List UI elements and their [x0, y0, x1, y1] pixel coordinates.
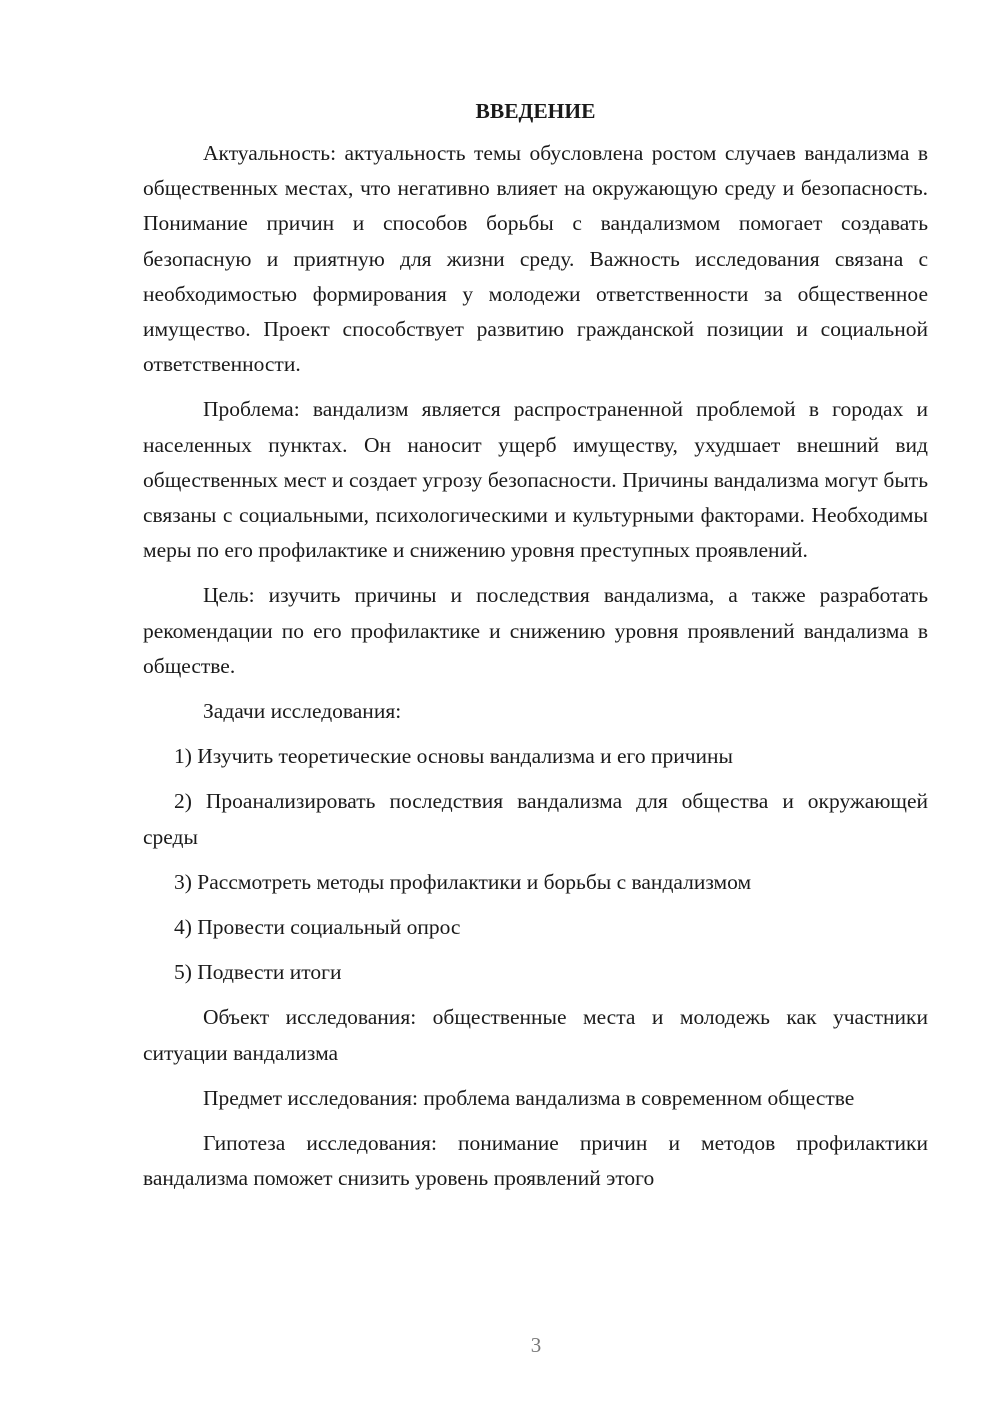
task-item-1: 1) Изучить теоретические основы вандализма и его причины	[174, 744, 733, 769]
tasks-heading: Задачи исследования:	[203, 699, 402, 724]
page-number: 3	[530, 1333, 542, 1357]
paragraph-subject: Предмет исследования: проблема вандализма в современном обществе	[203, 1085, 855, 1110]
task-item-3: 3) Рассмотреть методы профилактики и борьбы с вандализмом	[174, 869, 752, 894]
page-title: ВВЕДЕНИЕ	[475, 99, 596, 123]
paragraph-relevance: Актуальность: актуальность темы обусловлена ростом случаев вандализма в общественных местах, что негативно влияет на окружающую среду и безопасность. Понимание причин и способов борьбы с вандализмом помогает создавать безопасную и приятную для жизни среду. Важность исследования связана с необходимостью формирования у молодежи ответственности за общественное имущество. Проект способствует развитию гражданской позиции и социальной ответственности.	[143, 141, 928, 377]
task-item-2: 2) Проанализировать последствия вандализма для общества и окружающей среды	[143, 789, 928, 849]
paragraph-object: Объект исследования: общественные места и молодежь как участники ситуации вандализма	[143, 1005, 928, 1065]
task-item-5: 5) Подвести итоги	[174, 960, 342, 985]
paragraph-hypothesis: Гипотеза исследования: понимание причин и методов профилактики вандализма поможет снизить уровень проявлений этого	[143, 1131, 928, 1191]
task-item-4: 4) Провести социальный опрос	[174, 915, 461, 940]
page-content	[143, 96, 928, 1206]
paragraph-goal: Цель: изучить причины и последствия вандализма, а также разработать рекомендации по его профилактике и снижению уровня проявлений вандализма в обществе.	[143, 583, 928, 678]
paragraph-problem: Проблема: вандализм является распространенной проблемой в городах и населенных пунктах. Он наносит ущерб имуществу, ухудшает внешний вид общественных мест и создает угрозу безопасности. Причины вандализма могут быть связаны с социальными, психологическими и культурными факторами. Необходимы меры по его профилактике и снижению уровня преступных проявлений.	[143, 397, 928, 563]
